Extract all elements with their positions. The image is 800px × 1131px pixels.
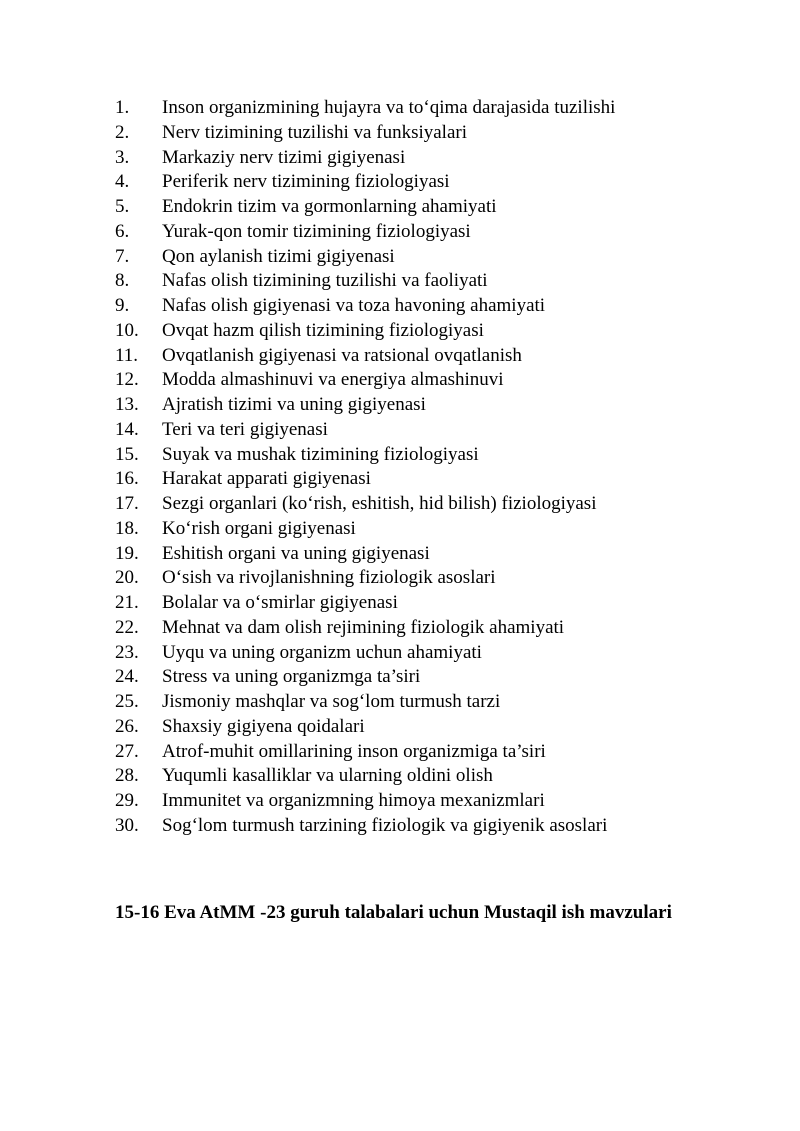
- list-item-number: 13.: [115, 394, 139, 415]
- list-item-number: 18.: [115, 517, 139, 539]
- list-item-text: Ovqat hazm qilish tizimining fiziologiyasi: [162, 319, 484, 341]
- list-item-text: Nafas olish gigiyenasi va toza havoning ahamiyati: [162, 295, 546, 316]
- list-item: [115, 591, 615, 616]
- list-item-number: 20.: [115, 567, 139, 589]
- list-item-number: 9.: [115, 295, 130, 316]
- list-item-text: Teri va teri gigiyenasi: [162, 418, 328, 440]
- list-item-text: Ovqatlanish gigiyenasi va ratsional ovqatlanish: [162, 344, 522, 366]
- list-item-text: Modda almashinuvi va energiya almashinuvi: [162, 369, 504, 391]
- list-item-number: 16.: [115, 468, 139, 490]
- list-item-text: Suyak va mushak tizimining fiziologiyasi: [162, 443, 479, 465]
- list-item-text: Endokrin tizim va gormonlarning ahamiyati: [162, 196, 497, 217]
- list-item-text: Harakat apparati gigiyenasi: [162, 468, 371, 490]
- list-item: [115, 121, 615, 146]
- section-heading: 15-16 Eva AtMM -23 guruh talabalari uchun Mustaqil ish mavzulari: [115, 902, 672, 923]
- list-item: [115, 542, 615, 567]
- topic-list: [115, 96, 615, 839]
- list-item-number: 26.: [115, 715, 139, 737]
- list-item: [115, 146, 615, 171]
- list-item-text: Ko‘rish organi gigiyenasi: [162, 517, 356, 539]
- list-item: [115, 740, 615, 765]
- list-item-number: 10.: [115, 319, 139, 341]
- list-item-number: 23.: [115, 641, 139, 663]
- list-item-number: 11.: [115, 344, 139, 366]
- list-item-number: 12.: [115, 369, 139, 391]
- list-item: [115, 195, 615, 220]
- list-item-number: 4.: [115, 171, 130, 193]
- list-item-number: 1.: [115, 97, 130, 118]
- list-item-text: Jismoniy mashqlar va sog‘lom turmush tarzi: [162, 691, 501, 712]
- list-item-number: 8.: [115, 270, 130, 292]
- list-item-text: Qon aylanish tizimi gigiyenasi: [162, 245, 395, 267]
- list-item: [115, 789, 615, 814]
- list-item-number: 6.: [115, 220, 130, 242]
- list-item-number: 30.: [115, 814, 139, 836]
- list-item: [115, 393, 615, 418]
- list-item: [115, 492, 615, 517]
- list-item-number: 3.: [115, 146, 130, 168]
- list-item-text: Periferik nerv tizimining fiziologiyasi: [162, 171, 450, 193]
- list-item-number: 27.: [115, 740, 139, 762]
- list-item-text: Sog‘lom turmush tarzining fiziologik va gigiyenik asoslari: [162, 814, 608, 836]
- list-item-number: 29.: [115, 790, 139, 811]
- list-item-text: Nerv tizimining tuzilishi va funksiyalari: [162, 121, 467, 143]
- list-item-number: 2.: [115, 121, 130, 143]
- list-item-number: 5.: [115, 196, 130, 217]
- list-item-text: Yuqumli kasalliklar va ularning oldini olish: [162, 765, 493, 787]
- list-item: [115, 690, 615, 715]
- list-item-text: Ajratish tizimi va uning gigiyenasi: [162, 394, 426, 415]
- list-item: [115, 294, 615, 319]
- list-item: [115, 443, 615, 468]
- list-item: [115, 665, 615, 690]
- list-item-number: 15.: [115, 443, 139, 465]
- list-item-number: 7.: [115, 245, 130, 267]
- list-item-text: Sezgi organlari (ko‘rish, eshitish, hid bilish) fiziologiyasi: [162, 493, 597, 514]
- list-item: [115, 418, 615, 443]
- list-item-text: Mehnat va dam olish rejimining fiziologik ahamiyati: [162, 616, 565, 638]
- list-item: [115, 96, 615, 121]
- list-item: [115, 715, 615, 740]
- list-item-text: Nafas olish tizimining tuzilishi va faoliyati: [162, 270, 488, 292]
- list-item: [115, 368, 615, 393]
- list-item-number: 21.: [115, 592, 139, 613]
- list-item-number: 28.: [115, 765, 139, 787]
- list-item-text: Yurak-qon tomir tizimining fiziologiyasi: [162, 220, 471, 242]
- list-item: [115, 170, 615, 195]
- list-item: [115, 641, 615, 666]
- list-item-number: 24.: [115, 666, 139, 688]
- list-item: [115, 467, 615, 492]
- list-item: [115, 319, 615, 344]
- list-item: [115, 814, 615, 839]
- list-item-text: Immunitet va organizmning himoya mexanizmlari: [162, 790, 545, 811]
- list-item-number: 14.: [115, 418, 139, 440]
- list-item: [115, 245, 615, 270]
- list-item-text: O‘sish va rivojlanishning fiziologik asoslari: [162, 567, 496, 589]
- list-item-text: Uyqu va uning organizm uchun ahamiyati: [162, 641, 482, 663]
- list-item-number: 22.: [115, 616, 139, 638]
- list-item-text: Inson organizmining hujayra va to‘qima darajasida tuzilishi: [162, 97, 616, 118]
- list-item: [115, 566, 615, 591]
- list-item-text: Markaziy nerv tizimi gigiyenasi: [162, 146, 406, 168]
- list-item-text: Stress va uning organizmga ta’siri: [162, 666, 421, 688]
- list-item: [115, 269, 615, 294]
- list-item-number: 25.: [115, 691, 139, 712]
- list-item: [115, 220, 615, 245]
- list-item: [115, 517, 615, 542]
- list-item-text: Bolalar va o‘smirlar gigiyenasi: [162, 592, 398, 613]
- list-item-text: Shaxsiy gigiyena qoidalari: [162, 715, 365, 737]
- list-item-number: 19.: [115, 542, 139, 564]
- list-item-text: Eshitish organi va uning gigiyenasi: [162, 542, 430, 564]
- list-item-text: Atrof-muhit omillarining inson organizmiga ta’siri: [162, 740, 546, 762]
- list-item: [115, 616, 615, 641]
- list-item-number: 17.: [115, 493, 139, 514]
- list-item: [115, 344, 615, 369]
- list-item: [115, 764, 615, 789]
